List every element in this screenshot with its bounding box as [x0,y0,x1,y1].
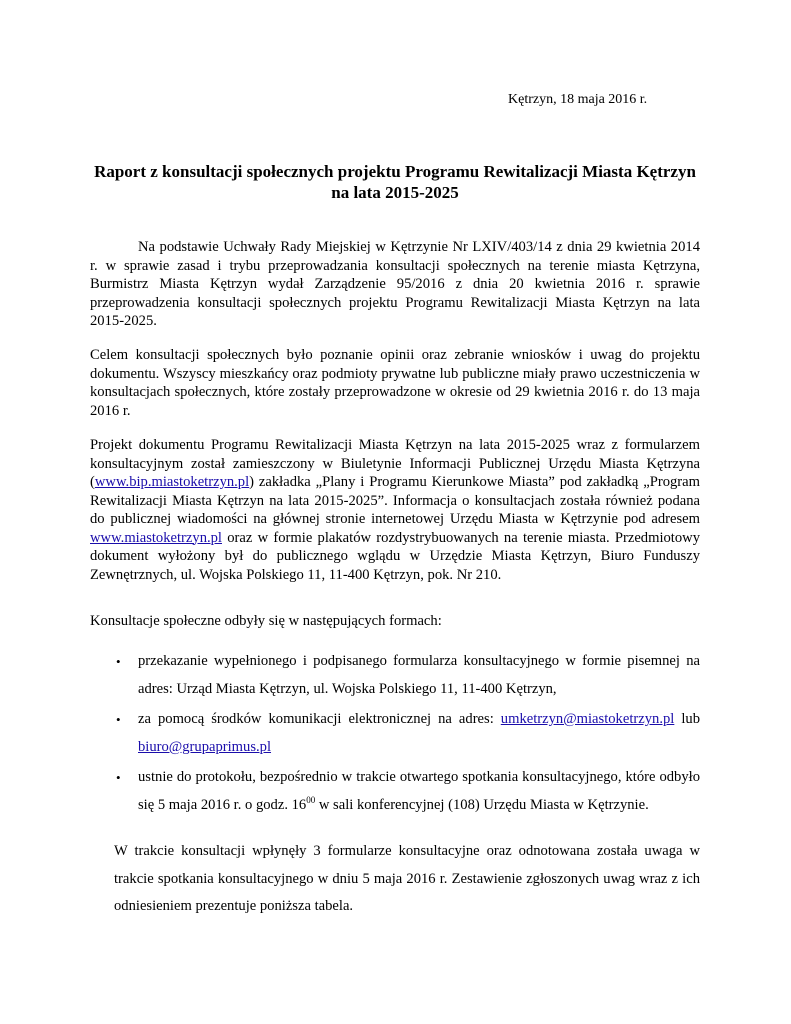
bip-link[interactable]: www.bip.miastoketrzyn.pl [94,474,250,490]
list-item-text: ustnie do protokołu, bezpośrednio w trakcie otwartego spotkania konsultacyjnego, które odbyło się 5 maja 2016 r. o godz. 16 [138,769,700,813]
list-item [90,648,700,703]
list-item-text: przekazanie wypełnionego i podpisanego formularza konsultacyjnego w formie pisemnej na adres: Urząd Miasta Kętrzyn, ul. Wojska Polskiego 11, 11-400 Kętrzyn, [138,653,700,697]
list-item [90,706,700,761]
paragraph-publication [90,436,700,584]
consultation-forms-list [90,648,700,819]
list-item [90,764,700,819]
paragraph-purpose: Celem konsultacji społecznych było poznanie opinii oraz zebranie wniosków i uwag do projektu dokumentu. Wszyscy mieszkańcy oraz podmioty prywatne lub publiczne miały prawo uczestniczenia w konsultacjach społecznych, które zostały przeprowadzone w okresie od 29 kwietnia 2016 r. do 13 maja 2016 r. [90,347,700,419]
time-superscript: 00 [306,794,316,805]
paragraph-summary: W trakcie konsultacji wpłynęły 3 formularze konsultacyjne oraz odnotowana została uwaga w trakcie spotkania konsultacyjnego w dniu 5 maja 2016 r. Zestawienie zgłoszonych uwag wraz z ich odniesieniem prezentuje poniższa tabela. [114,843,700,914]
document-title: Raport z konsultacji społecznych projektu Programu Rewitalizacji Miasta Kętrzyn na lata 2015-2025 [94,162,696,202]
email-link-grupaprimus[interactable]: biuro@grupaprimus.pl [138,738,272,755]
paragraph-forms-intro: Konsultacje społeczne odbyły się w następujących formach: [90,613,442,629]
city-website-link[interactable]: www.miastoketrzyn.pl [90,529,222,546]
document-date: Kętrzyn, 18 maja 2016 r. [508,92,648,107]
list-item-join: lub [674,711,700,727]
list-item-text: za pomocą środków komunikacji elektronicznej na adres: [138,711,501,727]
paragraph-publication-text-2: ) zakładka „Plany i Programu Kierunkowe Miasta” pod zakładką „Program Rewitalizacji Miasta Kętrzyn na lata 2015-2025”. Informacja o konsultacjach została również podana do publicznej wiadomości na głównej stronie internetowej Urzędu Miasta w Kętrzynie pod adresem [90,474,700,527]
email-link-umketrzyn[interactable]: umketrzyn@miastoketrzyn.pl [500,711,675,727]
list-item-text-end: w sali konferencyjnej (108) Urzędu Miasta w Kętrzynie. [315,796,649,813]
bullet-icon: • [116,712,121,727]
paragraph-legal-basis: Na podstawie Uchwały Rady Miejskiej w Kętrzynie Nr LXIV/403/14 z dnia 29 kwietnia 2014 r. w sprawie zasad i trybu przeprowadzania konsultacji społecznych na terenie miasta Kętrzyna, Burmistrz Miasta Kętrzyn wydał Zarządzenie 95/2016 z dnia 20 kwietnia 2016 r. sprawie przeprowadzenia konsultacji społecznych projektu Programu Rewitalizacji Miasta Kętrzyn na lata 2015-2025. [90,239,700,329]
paragraph-publication-text-1: Projekt dokumentu Programu Rewitalizacji Miasta Kętrzyn na lata 2015-2025 wraz z formularzem konsultacyjnym został zamieszczony w Biuletynie Informacji Publicznej Urzędu Miasta Kętrzyna ( [90,437,700,490]
bullet-icon: • [116,654,121,669]
bullet-icon: • [116,770,121,785]
paragraph-publication-text-3: oraz w formie plakatów rozdystrybuowanych na terenie miasta. Przedmiotowy dokument wyłożony był do publicznego wglądu w Urzędzie Miasta Kętrzyn, Biuro Funduszy Zewnętrznych, ul. Wojska Polskiego 11, 11-400 Kętrzyn, pok. Nr 210. [90,529,700,583]
